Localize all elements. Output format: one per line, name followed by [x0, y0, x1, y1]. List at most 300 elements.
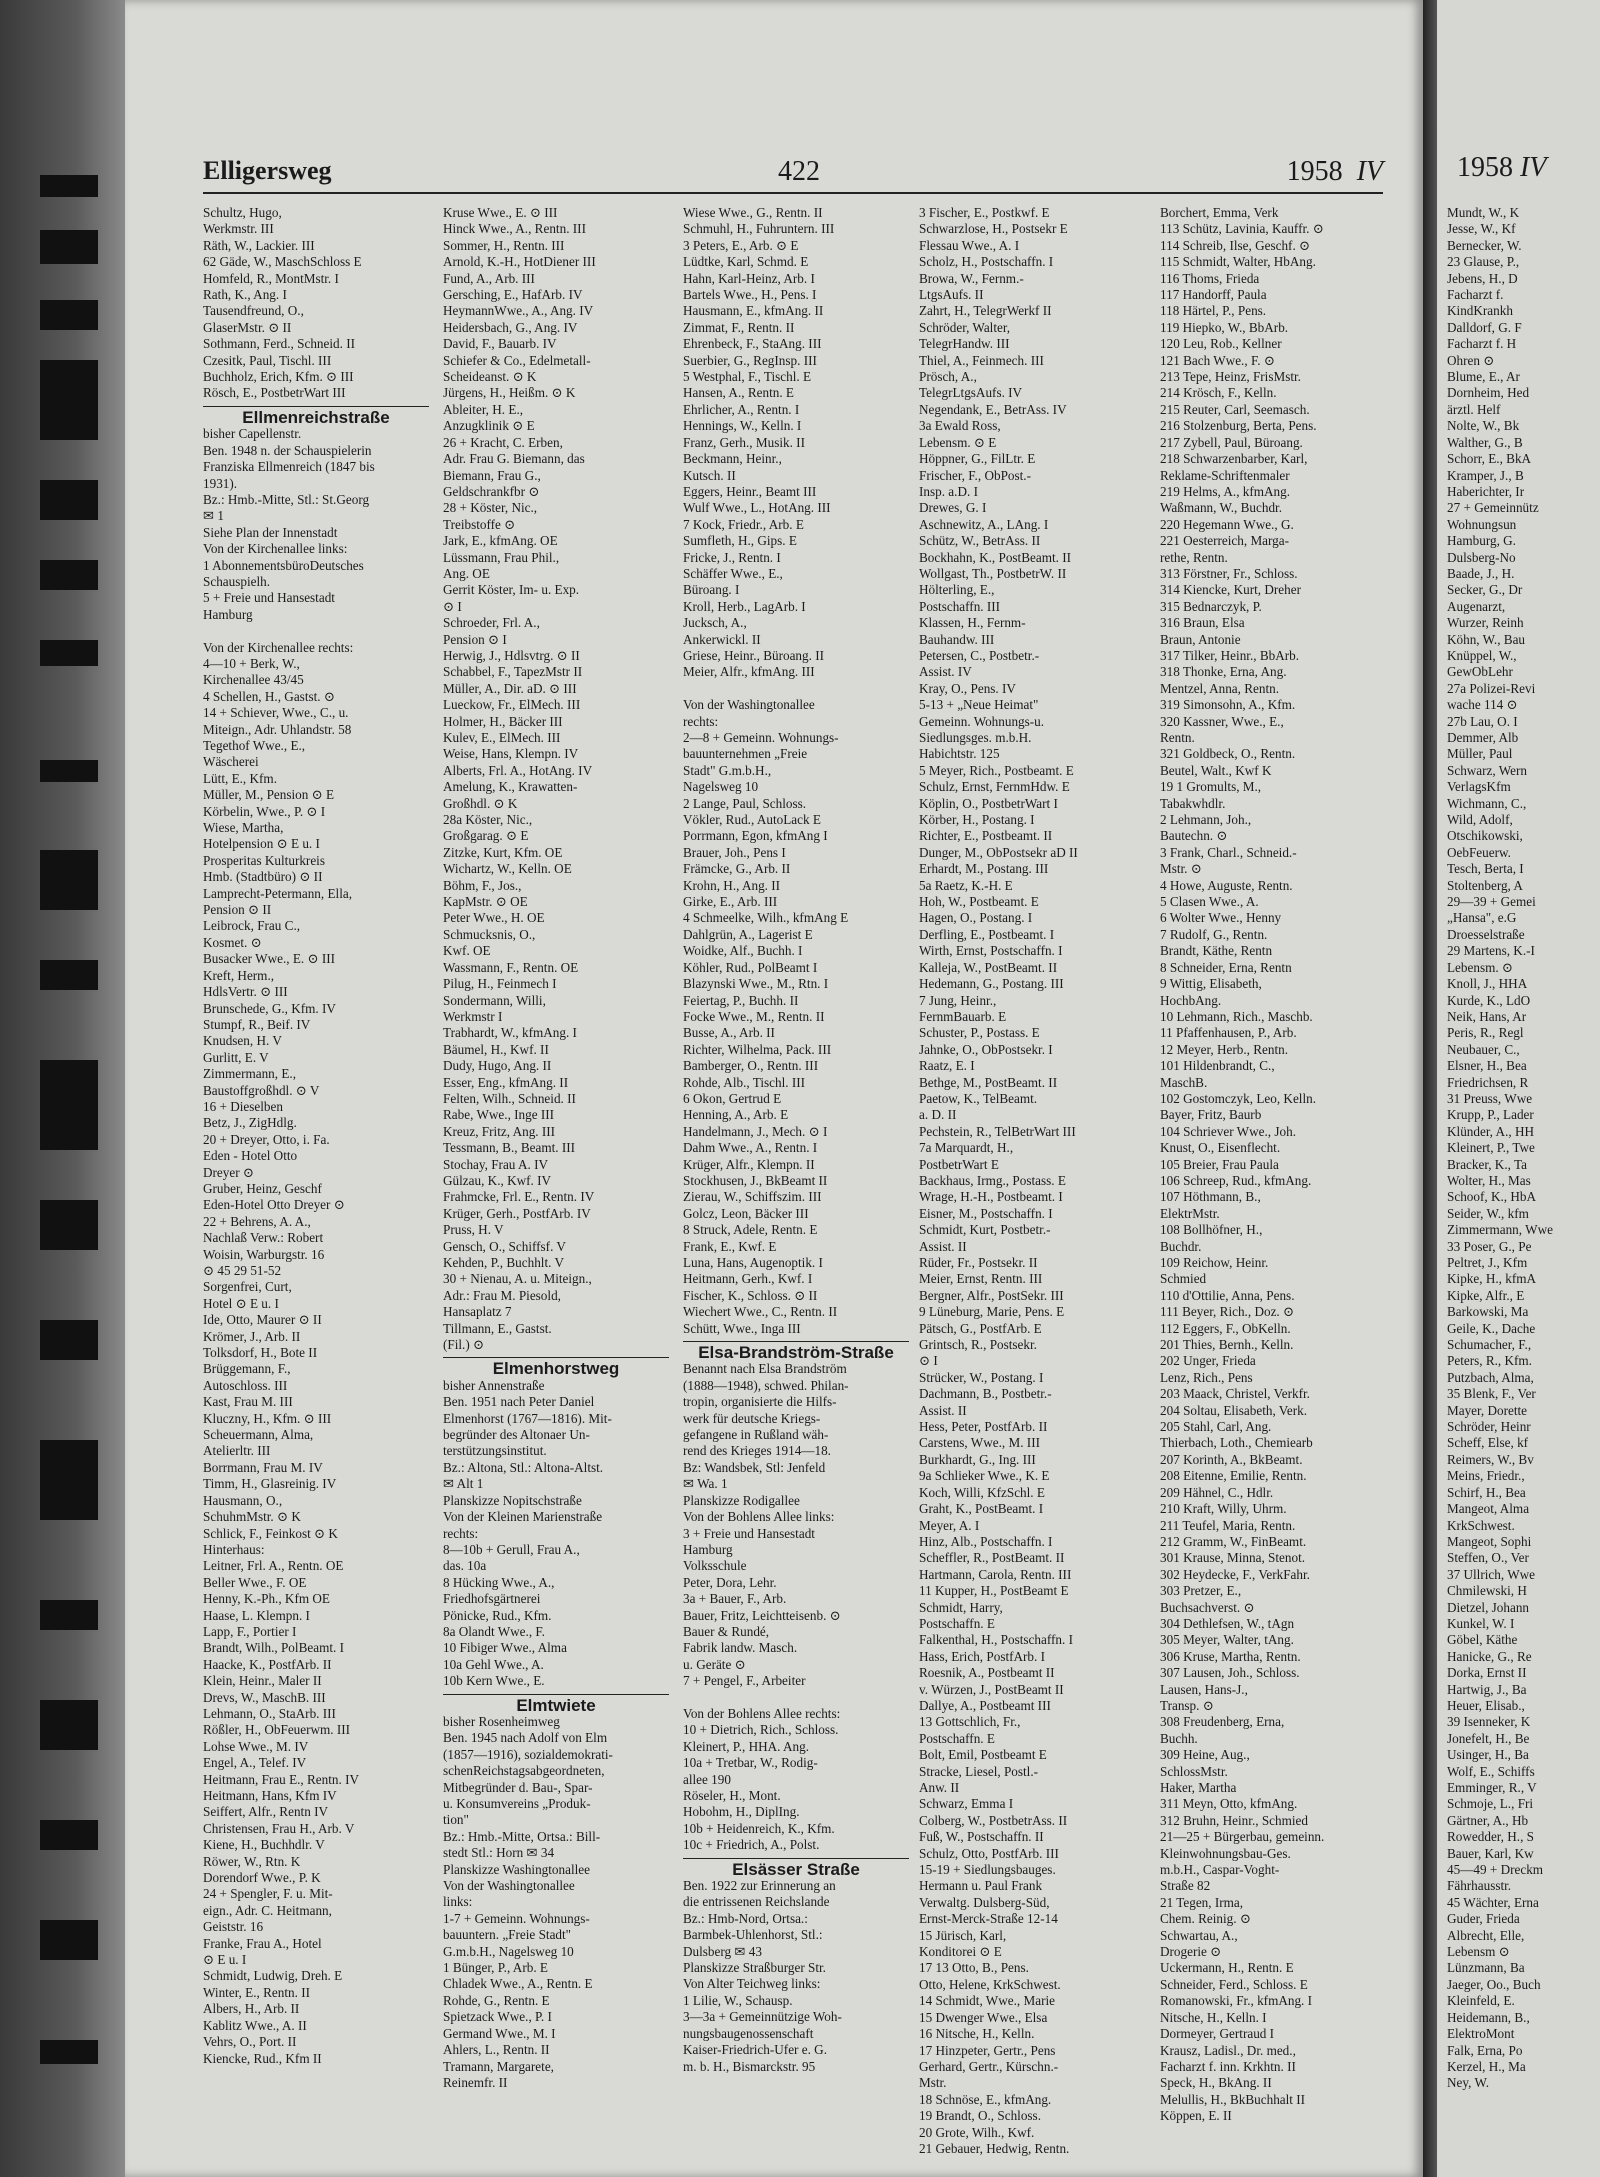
directory-entry: Backhaus, Irmg., Postass. E [919, 1172, 1066, 1188]
directory-entry: 1 Bünger, P., Arb. E [443, 1960, 548, 1976]
next-page-entry: Dietzel, Johann [1447, 1599, 1530, 1615]
directory-entry: Schmidt, Harry, [919, 1599, 1003, 1615]
next-page-entry: Demmer, Alb [1447, 730, 1519, 745]
next-page-entry: Rowedder, H., S [1447, 1829, 1535, 1845]
directory-entry: 17 13 Otto, B., Pens. [919, 1960, 1029, 1976]
next-page-entry: OebFeuerw. [1447, 844, 1511, 860]
directory-entry: Alberts, Frl. A., HotAng. IV [443, 762, 593, 778]
directory-entry: Thierbach, Loth., Chemiearb [1160, 1435, 1313, 1451]
directory-entry: 11 Pfaffenhausen, P., Arb. [1160, 1025, 1297, 1041]
directory-entry: Lueckow, Fr., ElMech. III [443, 697, 581, 713]
directory-entry: bisher Annenstraße [443, 1377, 545, 1393]
directory-entry: Wassmann, F., Rentn. OE [443, 959, 579, 975]
directory-entry: Lüdtke, Karl, Schmd. E [683, 254, 809, 270]
directory-entry: Hotelpension ⊙ E u. I [203, 836, 320, 852]
next-page-entry: Schoof, K., HbA [1447, 1189, 1537, 1205]
next-page-entry: 31 Preuss, Wwe [1447, 1090, 1533, 1106]
directory-entry: 319 Simonsohn, A., Kfm. [1160, 697, 1296, 713]
directory-entry: Ehrlicher, A., Rentn. I [683, 401, 800, 417]
directory-entry [203, 623, 429, 639]
directory-entry: Bäumel, H., Kwf. II [443, 1041, 549, 1057]
next-page-entry: 27a Polizei-Revi [1447, 680, 1536, 696]
next-page-entry: 27b Lau, O. I [1447, 713, 1518, 729]
next-page-entry: Usinger, H., Ba [1447, 1747, 1529, 1763]
directory-entry: Carstens, Wwe., M. III [919, 1435, 1040, 1451]
directory-entry: Schultz, Hugo, [203, 205, 282, 220]
directory-entry: Gerrit Köster, Im- u. Exp. [443, 582, 580, 598]
directory-entry: Nagelsweg 10 [683, 779, 759, 795]
directory-entry: Ben. 1945 nach Adolf von Elm [443, 1730, 608, 1746]
directory-entry: 10b + Heidenreich, K., Kfm. [683, 1820, 835, 1836]
directory-entry: Autoschloss. III [203, 1377, 288, 1393]
directory-entry: Miteign., Adr. Uhlandstr. 58 [203, 721, 352, 737]
directory-entry: Von der Washingtonallee [683, 697, 815, 713]
directory-entry: Wäscherei [203, 754, 259, 770]
directory-entry: Jark, E., kfmAng. OE [443, 533, 558, 549]
directory-entry: Timm, H., Glasreinig. IV [203, 1476, 337, 1492]
directory-entry: Graht, K., PostBeamt. I [919, 1501, 1044, 1517]
directory-entry: 212 Gramm, W., FinBeamt. [1160, 1533, 1307, 1549]
directory-entry: 5 Meyer, Rich., Postbeamt. E [919, 762, 1074, 778]
directory-entry: Verwaltg. Dulsberg-Süd, [919, 1894, 1050, 1910]
directory-entry: 62 Gäde, W., MaschSchloss E [203, 254, 362, 270]
directory-entry: Engel, A., Telef. IV [203, 1755, 307, 1771]
directory-entry: Gruber, Heinz, Geschf [203, 1180, 322, 1196]
directory-entry: HdlsVertr. ⊙ III [203, 984, 288, 1000]
next-page-entry: Lebensm. ⊙ [1447, 959, 1513, 975]
spine-mark [40, 1920, 98, 1960]
directory-entry: Hotel ⊙ E u. I [203, 1295, 279, 1311]
directory-entry: Böhm, F., Jos., [443, 877, 522, 893]
directory-entry: rend des Krieges 1914—18. [683, 1443, 831, 1459]
directory-entry: die entrissenen Reichslande [683, 1894, 830, 1910]
directory-entry: Pönicke, Rud., Kfm. [443, 1607, 552, 1623]
directory-entry: ✉ Alt 1 [443, 1476, 484, 1492]
next-page-entry: Haberichter, Ir [1447, 483, 1525, 499]
directory-entry: 3—3a + Gemeinnützige Woh- [683, 2009, 842, 2025]
directory-entry: Dunger, M., ObPostsekr aD II [919, 844, 1078, 860]
directory-entry: Siedlungsges. m.b.H. [919, 730, 1032, 745]
next-page-entry: wache 114 ⊙ [1447, 697, 1518, 713]
directory-entry: Kleinert, P., HHA. Ang. [683, 1738, 810, 1754]
directory-entry: Mitbegründer d. Bau-, Spar- [443, 1779, 593, 1795]
directory-entry: 1931). [203, 475, 238, 491]
next-page-entry: Wolf, E., Schiffs [1447, 1763, 1535, 1779]
next-page-entry: Wild, Adolf, [1447, 812, 1513, 828]
directory-entry: 2 Lehmann, Joh., [1160, 812, 1252, 828]
directory-entry: Kleinwohnungsbau-Ges. [1160, 1845, 1291, 1861]
directory-entry: (Fil.) ⊙ [443, 1337, 485, 1353]
directory-entry: Burkhardt, G., Ing. III [919, 1451, 1036, 1467]
next-page-entry: Dulsberg-No [1447, 549, 1516, 565]
directory-entry: Köhler, Rud., PolBeamt I [683, 959, 818, 975]
directory-entry: Bz: Wandsbek, Stl: Jenfeld [683, 1459, 826, 1475]
directory-entry: schenReichstagsabgeordneten, [443, 1763, 605, 1779]
next-page-entry: 45 Wächter, Erna [1447, 1894, 1539, 1910]
next-page-entry: Mangeot, Sophi [1447, 1533, 1532, 1549]
directory-entry: Chem. Reinig. ⊙ [1160, 1911, 1251, 1927]
directory-entry: 6 Wolter Wwe., Henny [1160, 910, 1282, 926]
directory-entry: 26 + Kracht, C. Erben, [443, 434, 563, 450]
directory-column-5 [1160, 205, 1392, 2165]
directory-entry: Stochay, Frau A. IV [443, 1156, 548, 1172]
next-page-entry: Kleinfeld, E. [1447, 1993, 1515, 2009]
directory-entry: Falkenthal, H., Postschaffn. I [919, 1632, 1073, 1648]
directory-entry: 306 Kruse, Martha, Rentn. [1160, 1648, 1301, 1664]
next-page-entry: Elsner, H., Bea [1447, 1058, 1527, 1074]
next-page-entry: 35 Blenk, F., Ver [1447, 1386, 1536, 1402]
directory-entry: Kablitz Wwe., A. II [203, 2017, 307, 2033]
next-page-entry: 39 Isenneker, K [1447, 1714, 1531, 1730]
directory-entry: 104 Schriever Wwe., Joh. [1160, 1123, 1296, 1139]
directory-entry: Wiechert Wwe., C., Rentn. II [683, 1304, 838, 1320]
directory-entry: Planskizze Rodigallee [683, 1492, 800, 1508]
directory-entry: 4 Howe, Auguste, Rentn. [1160, 877, 1293, 893]
directory-entry: 8 Struck, Adele, Rentn. E [683, 1222, 818, 1238]
directory-entry: Ehrenbeck, F., StaAng. III [683, 336, 822, 352]
directory-entry: 317 Tilker, Heinr., BbArb. [1160, 647, 1300, 663]
directory-entry: Zierau, W., Schiffszim. III [683, 1189, 822, 1205]
directory-entry: Roesnik, A., Postbeamt II [919, 1665, 1055, 1681]
directory-entry: Lehmann, O., StaArb. III [203, 1705, 336, 1721]
directory-entry: Biemann, Frau G., [443, 467, 541, 483]
directory-entry: Grintsch, R., Postsekr. [919, 1337, 1037, 1353]
directory-entry: 16 Nitsche, H., Kelln. [919, 2026, 1035, 2042]
directory-entry: Barmbek-Uhlenhorst, Stl.: [683, 1927, 823, 1943]
directory-entry: Hobohm, H., DiplIng. [683, 1804, 800, 1820]
directory-entry: Nachlaß Verw.: Robert [203, 1230, 324, 1246]
next-page-entry: ärztl. Helf [1447, 401, 1501, 417]
directory-entry: nungsbaugenossenschaft [683, 2025, 814, 2041]
directory-entry: Hansen, A., Rentn. E [683, 385, 794, 401]
directory-entry: Stadt" G.m.b.H., [683, 762, 772, 778]
directory-column-4 [919, 205, 1145, 2165]
directory-entry: gefangene in Rußland wäh- [683, 1427, 829, 1443]
next-page-entry: Meins, Friedr., [1447, 1468, 1525, 1484]
directory-entry: 111 Beyer, Rich., Doz. ⊙ [1160, 1304, 1295, 1320]
directory-entry: Kutsch. II [683, 467, 736, 483]
directory-entry: Wollgast, Th., PostbetrW. II [919, 565, 1067, 581]
next-page-entry: Albrecht, Elle, [1447, 1927, 1525, 1943]
next-page-entry: GewObLehr [1447, 664, 1513, 680]
directory-entry: 4 Schmeelke, Wilh., kfmAng E [683, 910, 849, 926]
directory-entry: Bamberger, O., Rentn. III [683, 1058, 819, 1074]
directory-entry: Körbelin, Wwe., P. ⊙ I [203, 803, 326, 819]
directory-entry: Handelmann, J., Mech. ⊙ I [683, 1123, 828, 1139]
directory-entry: Frank, E., Kwf. E [683, 1238, 777, 1254]
directory-entry: Meyer, A. I [919, 1517, 980, 1533]
next-page-entry: Köhn, W., Bau [1447, 631, 1526, 647]
directory-entry: Feiertag, P., Buchh. II [683, 992, 799, 1008]
directory-entry: 311 Meyn, Otto, kfmAng. [1160, 1796, 1298, 1812]
directory-entry: 8a Olandt Wwe., F. [443, 1623, 545, 1639]
next-page-entry: „Hansa", e.G [1447, 910, 1517, 926]
directory-entry: Vehrs, O., Port. II [203, 2034, 297, 2050]
directory-entry: 10b Kern Wwe., E. [443, 1673, 545, 1689]
directory-entry: Kwf. OE [443, 943, 491, 959]
directory-entry: Schwarz, Emma I [919, 1796, 1014, 1812]
directory-entry: Kast, Frau M. III [203, 1394, 293, 1410]
directory-entry: Gemeinn. Wohnungs-u. [919, 713, 1045, 729]
directory-entry: 216 Stolzenburg, Berta, Pens. [1160, 418, 1317, 434]
directory-entry: 20 + Dreyer, Otto, i. Fa. [203, 1131, 330, 1147]
next-page-entry: Jebens, H., D [1447, 270, 1518, 286]
directory-entry: Fricke, J., Rentn. I [683, 549, 781, 565]
next-page-entry: Kleinert, P., Twe [1447, 1140, 1535, 1156]
directory-entry: Rößler, H., ObFeuerwm. III [203, 1722, 351, 1738]
next-page-entry: Schröder, Heinr [1447, 1419, 1531, 1435]
directory-entry: Drewes, G. I [919, 500, 987, 516]
directory-entry: Trabhardt, W., kfmAng. I [443, 1025, 577, 1041]
next-page-entry: Mayer, Dorette [1447, 1402, 1528, 1418]
directory-entry: Dulsberg ✉ 43 [683, 1943, 762, 1959]
directory-entry: 110 d'Ottilie, Anna, Pens. [1160, 1287, 1295, 1303]
directory-entry: 217 Zybell, Paul, Büroang. [1160, 434, 1303, 450]
directory-entry: Von der Bohlens Allee rechts: [683, 1705, 841, 1721]
directory-entry: Köplin, O., PostbetrWart I [919, 795, 1058, 811]
directory-entry: v. Würzen, J., PostBeamt II [919, 1681, 1064, 1697]
next-page-entry: Zimmermann, Wwe [1447, 1222, 1553, 1238]
directory-entry: Transp. ⊙ [1160, 1697, 1214, 1713]
directory-entry: TelegrHandw. III [919, 336, 1010, 352]
next-page-entry: Fährhausstr. [1447, 1878, 1512, 1894]
directory-entry: Zahrt, H., TelegrWerkf II [919, 303, 1052, 319]
directory-entry: 321 Goldbeck, O., Rentn. [1160, 746, 1296, 762]
directory-entry: Franz, Gerh., Musik. II [683, 434, 805, 450]
directory-entry: 28 + Köster, Nic., [443, 500, 538, 516]
directory-entry: Müller, M., Pension ⊙ E [203, 787, 335, 803]
directory-entry: Gersching, E., HafArb. IV [443, 287, 583, 303]
directory-entry: Kluczny, H., Kfm. ⊙ III [203, 1410, 332, 1426]
directory-entry: 1 AbonnementsbüroDeutsches [203, 557, 364, 573]
directory-entry: Haase, L. Klempn. I [203, 1607, 310, 1623]
directory-entry: 114 Schreib, Ilse, Geschf. ⊙ [1160, 237, 1311, 253]
directory-entry: ElektrMstr. [1160, 1205, 1220, 1221]
next-page-entry: Seider, W., kfm [1447, 1205, 1529, 1221]
directory-entry: Konditorei ⊙ E [919, 1944, 1002, 1960]
directory-entry: Reklame-Schriftenmaler [1160, 467, 1290, 483]
directory-entry: 3 Frank, Charl., Schneid.- [1160, 844, 1297, 860]
directory-entry: Von der Kirchenallee links: [203, 541, 348, 557]
next-page-entry: Gärtner, A., Hb [1447, 1812, 1529, 1828]
next-page-entry: 33 Poser, G., Pe [1447, 1238, 1532, 1254]
directory-entry: Eden - Hotel Otto [203, 1148, 298, 1164]
directory-entry: Bauer, Fritz, Leichtteisenb. ⊙ [683, 1607, 841, 1623]
directory-entry: Brandt, Käthe, Rentn [1160, 943, 1273, 959]
directory-entry: 21 Gebauer, Hedwig, Rentn. [919, 2140, 1070, 2156]
directory-entry: 18 Schnöse, E., kfmAng. [919, 2091, 1052, 2107]
next-page-entry: Knüppel, W., [1447, 647, 1517, 663]
next-page-entry: Baade, J., H. [1447, 565, 1515, 581]
directory-entry: 17 Hinzpeter, Gertr., Pens [919, 2042, 1056, 2058]
street-heading: Ellmenreichstraße [203, 406, 429, 426]
directory-entry: Henning, A., Arb. E [683, 1107, 789, 1123]
directory-entry: Friedhofsgärtnerei [443, 1591, 541, 1607]
directory-entry: Gülzau, K., Kwf. IV [443, 1172, 552, 1188]
directory-entry: 307 Lausen, Joh., Schloss. [1160, 1665, 1300, 1681]
directory-entry: 102 Gostomczyk, Leo, Kelln. [1160, 1090, 1317, 1106]
directory-entry: allee 190 [683, 1771, 731, 1787]
directory-entry: 313 Förstner, Fr., Schloss. [1160, 565, 1298, 581]
directory-entry: Tabakwhdlr. [1160, 795, 1226, 811]
directory-entry: Peter Wwe., H. OE [443, 910, 545, 926]
directory-column-3 [683, 205, 909, 2165]
directory-entry [683, 1690, 909, 1706]
directory-entry: 5 Clasen Wwe., A. [1160, 894, 1259, 910]
directory-entry: Von der Kirchenallee rechts: [203, 639, 354, 655]
directory-entry: 305 Meyer, Walter, tAng. [1160, 1632, 1294, 1648]
directory-entry: Pension ⊙ I [443, 631, 507, 647]
directory-entry: Von der Kleinen Marienstraße [443, 1509, 603, 1525]
directory-entry: Mentzel, Anna, Rentn. [1160, 680, 1280, 696]
directory-entry: Bartels Wwe., H., Pens. I [683, 287, 817, 303]
directory-entry: Buchholz, Erich, Kfm. ⊙ III [203, 369, 354, 385]
directory-entry: Hamburg [203, 606, 253, 622]
directory-entry: 308 Freudenberg, Erna, [1160, 1714, 1285, 1730]
directory-entry: Czesitk, Paul, Tischl. III [203, 352, 332, 368]
next-page-entry: Emminger, R., V [1447, 1780, 1537, 1795]
next-page-entry: Peters, R., Kfm. [1447, 1353, 1532, 1369]
directory-entry: 301 Krause, Minna, Stenot. [1160, 1550, 1306, 1566]
directory-entry: Gurlitt, E. V [203, 1049, 269, 1065]
directory-entry: Aschnewitz, A., LAng. I [919, 516, 1049, 532]
directory-entry: Klein, Heinr., Maler II [203, 1673, 322, 1689]
next-page-entry: Kipke, Alfr., E [1447, 1287, 1525, 1303]
next-page-entry: Wohnungsun [1447, 516, 1517, 532]
next-page-entry: Kramper, J., B [1447, 467, 1524, 483]
directory-entry: Werkmstr. III [203, 221, 274, 237]
volume-value: IV [1356, 156, 1383, 187]
directory-entry: Bolt, Emil, Postbeamt E [919, 1747, 1047, 1763]
directory-entry: 318 Thonke, Erna, Ang. [1160, 664, 1287, 680]
directory-entry: Bauer & Rundé, [683, 1623, 770, 1639]
directory-entry: Tegethof Wwe., E., [203, 738, 306, 753]
directory-entry: Haacke, K., PostfArb. II [203, 1656, 332, 1672]
spine-mark [40, 1700, 98, 1750]
directory-entry: 10a Gehl Wwe., A. [443, 1656, 544, 1672]
directory-entry: Räth, W., Lackier. III [203, 237, 315, 253]
directory-entry: Ben. 1951 nach Peter Daniel [443, 1394, 595, 1410]
directory-entry: 10 Lehmann, Rich., Maschb. [1160, 1008, 1313, 1024]
page-gutter [1423, 0, 1437, 2177]
directory-entry: Woidke, Alf., Buchh. I [683, 943, 803, 959]
directory-entry: Prosperitas Kulturkreis [203, 852, 325, 868]
directory-entry: 1 Lilie, W., Schausp. [683, 1992, 793, 2008]
directory-entry: 10 Fibiger Wwe., Alma [443, 1640, 567, 1656]
header-year [1287, 156, 1383, 188]
directory-entry: Heitmann, Hans, Kfm IV [203, 1788, 337, 1803]
directory-entry: Hennings, W., Kelln. I [683, 418, 802, 434]
directory-entry: Felten, Wilh., Schneid. II [443, 1090, 576, 1106]
directory-entry: Germand Wwe., M. I [443, 2025, 556, 2041]
directory-entry: Schlick, F., Feinkost ⊙ K [203, 1525, 338, 1541]
directory-entry: Petersen, C., Postbetr.- [919, 647, 1040, 663]
directory-entry: Porrmann, Egon, kfmAng I [683, 828, 828, 844]
directory-entry: Sumfleth, H., Gips. E [683, 533, 797, 549]
directory-entry: Lamprecht-Petermann, Ella, [203, 885, 353, 901]
directory-entry: Postschaffn. E [919, 1615, 995, 1631]
directory-entry: Hoh, W., Postbeamt. E [919, 894, 1039, 910]
directory-entry: Pension ⊙ II [203, 902, 272, 918]
directory-entry: Rentn. [1160, 730, 1195, 745]
directory-entry: Stracke, Liesel, Postl.- [919, 1763, 1039, 1779]
page-header [203, 152, 1383, 194]
directory-entry: TelegrLtgsAufs. IV [919, 385, 1023, 401]
directory-entry: Von Alter Teichweg links: [683, 1976, 821, 1992]
next-page-entry: Dorka, Ernst II [1447, 1665, 1527, 1681]
directory-entry: Ben. 1922 zur Erinnerung an [683, 1878, 836, 1894]
directory-entry: Hess, Peter, PostfArb. II [919, 1419, 1048, 1435]
directory-entry: Hmb. (Stadtbüro) ⊙ II [203, 869, 323, 885]
directory-entry: Hedemann, G., Postang. III [919, 976, 1064, 992]
directory-entry: Brunschede, G., Kfm. IV [203, 1000, 336, 1016]
directory-entry: Hausmann, O., [203, 1492, 283, 1508]
directory-entry: Stumpf, R., Beif. IV [203, 1016, 311, 1032]
next-page-entry: Steffen, O., Ver [1447, 1550, 1529, 1566]
directory-entry: ✉ Wa. 1 [683, 1476, 728, 1492]
directory-entry: Bethge, M., PostBeamt. II [919, 1074, 1058, 1090]
directory-entry: Fuß, W., Postschaffn. II [919, 1829, 1044, 1845]
directory-entry: Dorendorf Wwe., P. K [203, 1870, 321, 1886]
directory-entry: G.m.b.H., Nagelsweg 10 [443, 1943, 574, 1959]
next-page-entry: Jesse, W., Kf [1447, 221, 1516, 237]
directory-entry: Waßmann, W., Buchdr. [1160, 500, 1283, 516]
directory-entry: 7 Jung, Heinr., [919, 992, 997, 1008]
directory-entry: Geiststr. 16 [203, 1919, 264, 1935]
year-value: 1958 [1286, 156, 1343, 187]
directory-entry: 117 Handorff, Paula [1160, 287, 1267, 303]
directory-entry: Zimmermann, E., [203, 1066, 297, 1082]
directory-entry: ⊙ E u. I [203, 1952, 247, 1968]
directory-entry: Rath, K., Ang. I [203, 287, 287, 303]
next-page-entry: Kurde, K., LdO [1447, 992, 1531, 1008]
directory-entry: 24 + Spengler, F. u. Mit- [203, 1886, 333, 1902]
directory-entry: Heitmann, Gerh., Kwf. I [683, 1271, 813, 1287]
directory-entry: Brandt, Wilh., PolBeamt. I [203, 1640, 344, 1656]
directory-entry: 118 Härtel, P., Pens. [1160, 303, 1267, 319]
directory-entry: Hausmann, E., kfmAng. II [683, 303, 824, 319]
next-page-entry: Falk, Erna, Po [1447, 2042, 1523, 2058]
directory-entry: Rabe, Wwe., Inge III [443, 1107, 555, 1123]
directory-entry: 5 Westphal, F., Tischl. E [683, 369, 812, 385]
next-page-entry: Hartwig, J., Ba [1447, 1681, 1527, 1697]
directory-entry: Dudy, Hugo, Ang. II [443, 1058, 552, 1074]
next-page-entry: Jaeger, Oo., Buch [1447, 1976, 1541, 1992]
directory-entry: Girke, E., Arb. III [683, 894, 778, 910]
directory-entry: Buchdr. [1160, 1238, 1202, 1254]
directory-entry: Beller Wwe., F. OE [203, 1574, 307, 1590]
directory-entry: Wichartz, W., Kelln. OE [443, 861, 572, 877]
directory-entry: Hermann u. Paul Frank [919, 1878, 1043, 1894]
directory-entry: Browa, W., Fernm.- [919, 270, 1024, 286]
directory-entry: Zitzke, Kurt, Kfm. OE [443, 844, 563, 860]
directory-entry: Hansaplatz 7 [443, 1304, 512, 1320]
directory-entry: Kiencke, Rud., Kfm II [203, 2050, 322, 2066]
directory-entry: Bautechn. ⊙ [1160, 828, 1228, 844]
directory-entry: Schabbel, F., TapezMstr II [443, 664, 583, 680]
directory-entry: 1-7 + Gemeinn. Wohnungs- [443, 1910, 590, 1926]
directory-entry: Spietzack Wwe., P. I [443, 2009, 552, 2025]
directory-entry: Hahn, Karl-Heinz, Arb. I [683, 270, 815, 286]
directory-entry: 13 Gottschlich, Fr., [919, 1714, 1021, 1730]
directory-entry: 208 Eitenne, Emilie, Rentn. [1160, 1468, 1307, 1484]
directory-entry: 8 Schneider, Erna, Rentn [1160, 959, 1292, 975]
directory-entry: 211 Teufel, Maria, Rentn. [1160, 1517, 1296, 1533]
spine-mark [40, 175, 98, 197]
directory-entry: Adr.: Frau M. Piesold, [443, 1287, 561, 1303]
directory-entry: Kreuz, Fritz, Ang. III [443, 1123, 556, 1139]
next-page-entry: Reimers, W., Bv [1447, 1451, 1534, 1467]
